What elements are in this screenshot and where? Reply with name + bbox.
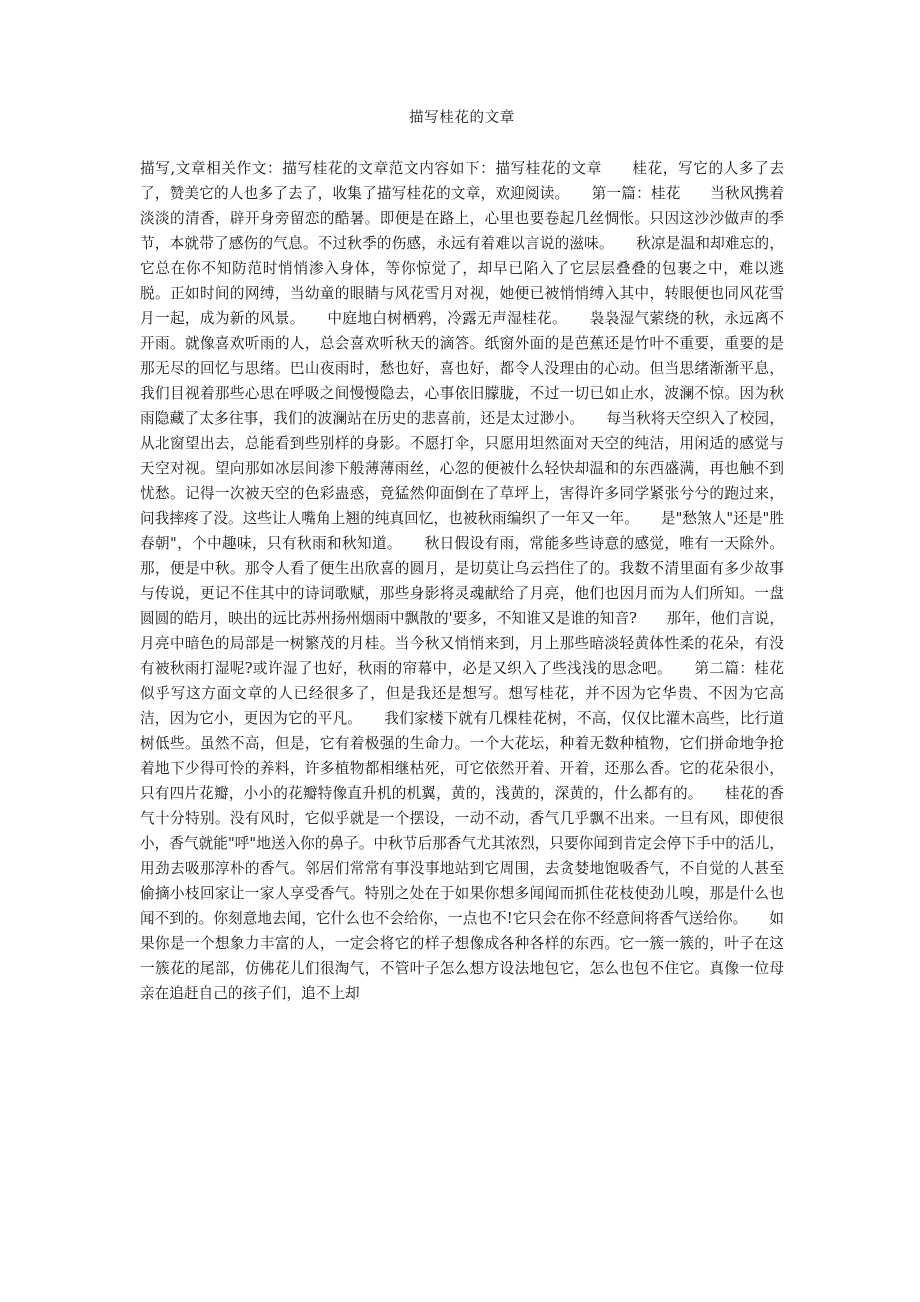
document-content-area [140,106,814,1006]
document-body-paragraph: 描写,文章相关作文：描写桂花的文章范文内容如下：描写桂花的文章 桂花，写它的人多了去了，赞美它的人也多了去了，收集了描写桂花的文章，欢迎阅读。 第一篇：桂花 当秋风携着淡淡的清香，辟开身旁留恋的酷暑。即便是在路上，心里也要卷起几丝惆怅。只因这沙沙做声的季节，本就带了感伤的气息。不过秋季的伤感，永远有着难以言说的滋味。 秋凉是温和却难忘的，它总在你不知防范时悄悄渗入身体，等你惊觉了，却早已陷入了它层层叠叠的包裹之中，难以逃脱。正如时间的网缚，当幼童的眼睛与风花雪月对视，她便已被悄悄缚入其中，转眼便也同风花雪月一起，成为新的风景。 中庭地白树栖鸦，冷露无声湿桂花。 袅袅湿气萦绕的秋，永远离不开雨。就像喜欢听雨的人，总会喜欢听秋天的滴答。纸窗外面的是芭蕉还是竹叶不重要，重要的是那无尽的回忆与思绪。巴山夜雨时，愁也好，喜也好，都令人没理由的心动。但当思绪渐渐平息，我们目视着那些心思在呼吸之间慢慢隐去，心事依旧朦胧，不过一切已如止水，波澜不惊。因为秋雨隐藏了太多往事，我们的波澜站在历史的悲喜前，还是太过渺小。 每当秋将天空织入了校园，从北窗望出去，总能看到些别样的身影。不愿打伞，只愿用坦然面对天空的纯洁，用闲适的感觉与天空对视。望向那如冰层间渗下般薄薄雨丝，心忽的便被什么轻快却温和的东西盛满，再也触不到忧愁。记得一次被天空的色彩蛊惑，竟猛然仰面倒在了草坪上，害得许多同学紧张兮兮的跑过来，问我摔疼了没。这些让人嘴角上翘的纯真回忆，也被秋雨编织了一年又一年。 是"愁煞人"还是"胜春朝"，个中趣味，只有秋雨和秋知道。 秋日假设有雨，常能多些诗意的感觉，唯有一天除外。那，便是中秋。那令人看了便生出欣喜的圆月，是切莫让乌云挡住了的。我数不清里面有多少故事与传说，更记不住其中的诗词歌赋，那些身影将灵魂献给了月亮，他们也因月而为人们所知。一盘圆圆的皓月，映出的远比苏州扬州烟雨中飘散的'要多，不知谁又是谁的知音? 那年，他们言说，月亮中暗色的局部是一树繁茂的月桂。当今秋又悄悄来到，月上那些暗淡轻黄体性柔的花朵，有没有被秋雨打湿呢?或许湿了也好，秋雨的帘幕中，必是又织入了些浅浅的思念吧。 第二篇：桂花 似乎写这方面文章的人已经很多了，但是我还是想写。想写桂花，并不因为它华贵、不因为它高洁，因为它小，更因为它的平凡。 我们家楼下就有几棵桂花树，不高，仅仅比灌木高些，比行道树低些。虽然不高，但是，它有着极强的生命力。一个大花坛，种着无数种植物，它们拼命地争抢着地下少得可怜的养料，许多植物都相继枯死，可它依然开着、开着，还那么香。它的花朵很小，只有四片花瓣，小小的花瓣特像直升机的机翼，黄的，浅黄的，深黄的，什么都有的。 桂花的香气十分特别。没有风时，它似乎就是一个摆设，一动不动，香气几乎飘不出来。一旦有风，即使很小，香气就能"呼"地送入你的鼻子。中秋节后那香气尤其浓烈，只要你闻到肯定会停下手中的活儿，用劲去吸那淳朴的香气。邻居们常常有事没事地站到它周围，去贪婪地饱吸香气，不自觉的人甚至偷摘小枝回家让一家人享受香气。特别之处在于如果你想多闻闻而抓住花枝使劲儿嗅，那是什么也闻不到的。你刻意地去闻，它什么也不会给你，一点也不!它只会在你不经意间将香气送给你。 如果你是一个想象力丰富的人，一定会将它的样子想像成各种各样的东西。它一簇一簇的，叶子在这一簇花的尾部，仿佛花儿们很淘气，不管叶子怎么想方设法地包它，怎么也包不住它。真像一位母亲在追赶自己的孩子们，追不上却 [140,160,814,1002]
document-title: 描写桂花的文章 [409,110,515,126]
